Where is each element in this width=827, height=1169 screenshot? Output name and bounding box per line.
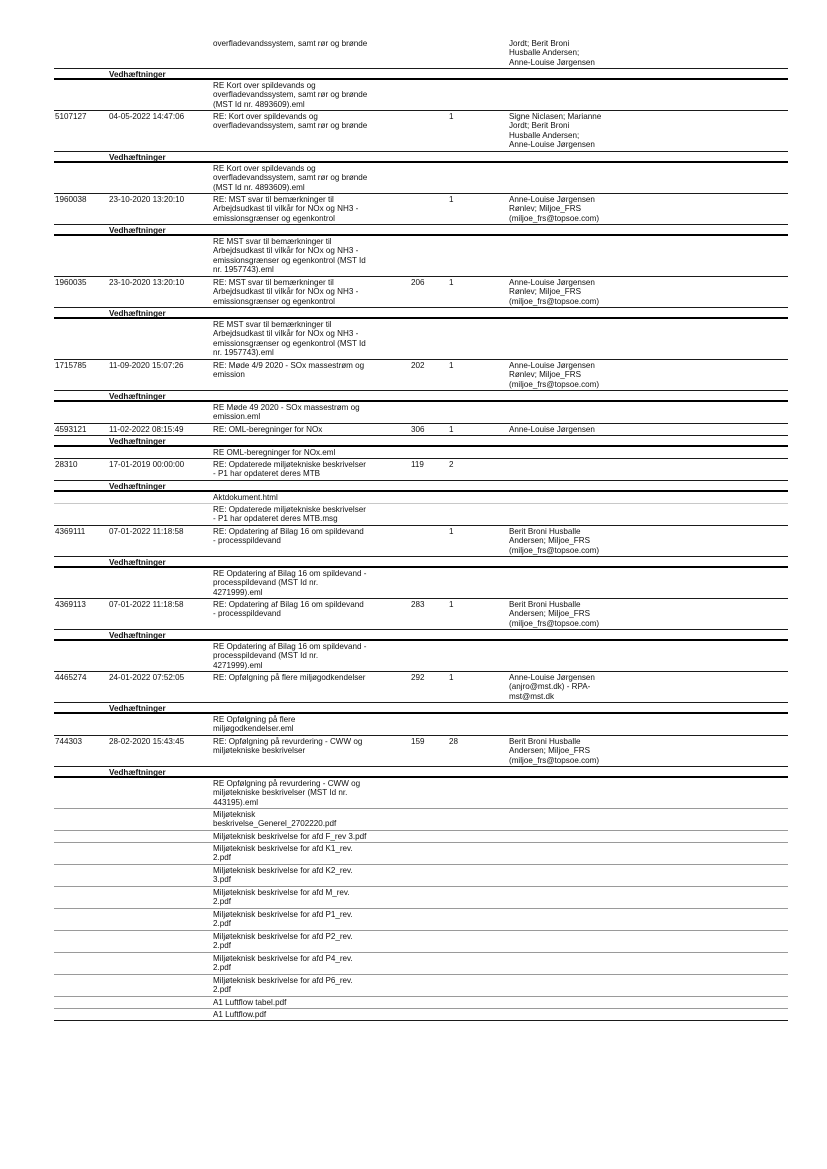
attachment-name: RE Opdatering af Bilag 16 om spildevand - processpildevand (MST Id nr. 4271999).eml — [213, 569, 367, 597]
record-pages: 206 — [411, 278, 425, 287]
attachment-row — [54, 887, 788, 909]
attachments-header — [54, 557, 788, 568]
record-row — [54, 424, 788, 436]
attachment-name: Miljøteknisk beskrivelse for afd P6_rev. 2.pdf — [213, 976, 353, 995]
record-recipients: Berit Broni Husballe Andersen; Miljoe_FRS (miljoe_frs@topsoe.com) — [509, 600, 600, 628]
attachments-header — [54, 152, 788, 163]
record-row — [54, 672, 788, 703]
record-count: 1 — [449, 425, 454, 434]
attachment-row — [54, 163, 788, 194]
record-count: 1 — [449, 195, 454, 204]
record-count: 28 — [449, 737, 459, 746]
attachment-name: RE Kort over spildevands og overfladevandssystem, samt rør og brønde (MST Id nr. 4893609).eml — [213, 164, 368, 192]
attachment-row — [54, 80, 788, 111]
record-date: 23-10-2020 13:20:10 — [109, 195, 185, 204]
attachments-header — [54, 703, 788, 714]
attachment-name: RE Kort over spildevands og overfladevandssystem, samt rør og brønde (MST Id nr. 4893609).eml — [213, 81, 368, 109]
record-count: 1 — [449, 600, 454, 609]
attachment-row — [54, 865, 788, 887]
record-date: 11-02-2022 08:15:49 — [109, 425, 184, 434]
record-row — [54, 736, 788, 767]
attachment-name: Aktdokument.html — [213, 493, 278, 502]
record-row — [54, 599, 788, 630]
record-subject: RE: MST svar til bemærkninger til Arbejdsudkast til vilkår for NOx og NH3 - emissionsgrænser og egenkontrol — [213, 278, 359, 306]
attachments-label: Vedhæftninger — [109, 226, 166, 235]
attachment-row — [54, 568, 788, 599]
attachment-row — [54, 831, 788, 843]
attachment-name: Miljøteknisk beskrivelse for afd M_rev. 2.pdf — [213, 888, 350, 907]
attachment-row — [54, 931, 788, 953]
attachment-name: Miljøteknisk beskrivelse for afd K2_rev. 3.pdf — [213, 866, 353, 885]
record-id: 4369113 — [55, 600, 86, 609]
attachments-header — [54, 630, 788, 641]
record-pages: 202 — [411, 361, 425, 370]
record-id: 5107127 — [55, 112, 87, 121]
record-row — [54, 459, 788, 481]
attachments-label: Vedhæftninger — [109, 437, 166, 446]
record-row — [54, 194, 788, 225]
attachment-name: Miljøteknisk beskrivelse for afd K1_rev. 2.pdf — [213, 844, 353, 863]
record-recipients: Anne-Louise Jørgensen Rønlev; Miljoe_FRS (miljoe_frs@topsoe.com) — [509, 195, 600, 223]
record-count: 1 — [449, 112, 454, 121]
record-id: 4593121 — [55, 425, 87, 434]
record-id: 1960035 — [55, 278, 87, 287]
attachments-header — [54, 225, 788, 236]
attachment-row — [54, 714, 788, 736]
record-pages: 119 — [411, 460, 424, 469]
record-id: 1960038 — [55, 195, 87, 204]
attachment-row — [54, 492, 788, 504]
record-id: 4369111 — [55, 527, 86, 536]
attachment-name: Miljøteknisk beskrivelse for afd P2_rev. 2.pdf — [213, 932, 353, 951]
record-count: 1 — [449, 361, 454, 370]
record-subject: RE: MST svar til bemærkninger til Arbejdsudkast til vilkår for NOx og NH3 - emissionsgrænser og egenkontrol — [213, 195, 359, 223]
attachments-header — [54, 767, 788, 778]
attachments-label: Vedhæftninger — [109, 558, 166, 567]
attachment-row — [54, 447, 788, 459]
attachment-row — [54, 319, 788, 360]
record-row — [54, 277, 788, 308]
record-row — [54, 38, 788, 69]
attachment-row — [54, 809, 788, 831]
record-count: 1 — [449, 673, 454, 682]
attachment-name: RE MST svar til bemærkninger til Arbejdsudkast til vilkår for NOx og NH3 - emissionsgrænser og egenkontrol (MST Id nr. 1957743).eml — [213, 237, 366, 275]
attachments-header — [54, 436, 788, 447]
record-date: 23-10-2020 13:20:10 — [109, 278, 185, 287]
attachments-label: Vedhæftninger — [109, 309, 166, 318]
attachments-label: Vedhæftninger — [109, 704, 166, 713]
attachment-name: RE: Opdaterede miljøtekniske beskrivelser - P1 har opdateret deres MTB.msg — [213, 505, 366, 524]
record-pages: 306 — [411, 425, 425, 434]
attachment-row — [54, 843, 788, 865]
record-subject: RE: Møde 4/9 2020 - SOx massestrøm og emission — [213, 361, 365, 380]
record-subject: RE: Kort over spildevands og overfladevandssystem, samt rør og brønde — [213, 112, 368, 131]
attachments-label: Vedhæftninger — [109, 392, 166, 401]
record-row — [54, 111, 788, 152]
attachment-row — [54, 953, 788, 975]
document-table — [54, 38, 788, 1021]
record-id: 28310 — [55, 460, 78, 469]
attachment-name: RE Opdatering af Bilag 16 om spildevand - processpildevand (MST Id nr. 4271999).eml — [213, 642, 367, 670]
record-row — [54, 360, 788, 391]
attachments-label: Vedhæftninger — [109, 482, 166, 491]
record-subject: RE: Opdatering af Bilag 16 om spildevand - processpildevand — [213, 527, 364, 546]
attachment-name: RE Opfølgning på flere miljøgodkendelser.eml — [213, 715, 296, 734]
attachments-label: Vedhæftninger — [109, 70, 166, 79]
attachments-label: Vedhæftninger — [109, 768, 166, 777]
record-date: 11-09-2020 15:07:26 — [109, 361, 184, 370]
attachment-name: A1 Luftflow tabel.pdf — [213, 998, 287, 1007]
attachment-row — [54, 236, 788, 277]
attachment-name: RE Møde 49 2020 - SOx massestrøm og emission.eml — [213, 403, 360, 422]
attachment-row — [54, 778, 788, 809]
attachment-row — [54, 641, 788, 672]
record-date: 17-01-2019 00:00:00 — [109, 460, 185, 469]
record-count: 1 — [449, 527, 454, 536]
attachment-row — [54, 504, 788, 526]
record-recipients: Berit Broni Husballe Andersen; Miljoe_FRS (miljoe_frs@topsoe.com) — [509, 737, 600, 765]
attachment-row — [54, 1009, 788, 1021]
attachments-header — [54, 481, 788, 492]
record-date: 24-01-2022 07:52:05 — [109, 673, 185, 682]
attachment-name: Miljøteknisk beskrivelse_Generel_2702220.pdf — [213, 810, 337, 829]
record-pages: 283 — [411, 600, 425, 609]
attachments-label: Vedhæftninger — [109, 153, 166, 162]
record-pages: 292 — [411, 673, 425, 682]
attachments-header — [54, 308, 788, 319]
record-recipients: Anne-Louise Jørgensen Rønlev; Miljoe_FRS (miljoe_frs@topsoe.com) — [509, 361, 600, 389]
attachment-row — [54, 997, 788, 1009]
record-date: 28-02-2020 15:43:45 — [109, 737, 185, 746]
record-id: 4465274 — [55, 673, 87, 682]
attachment-name: Miljøteknisk beskrivelse for afd P4_rev. 2.pdf — [213, 954, 353, 973]
attachment-name: A1 Luftflow.pdf — [213, 1010, 267, 1019]
record-id: 1715785 — [55, 361, 87, 370]
attachment-name: Miljøteknisk beskrivelse for afd P1_rev. 2.pdf — [213, 910, 353, 929]
attachment-name: RE OML-beregninger for NOx.eml — [213, 448, 336, 457]
attachments-header — [54, 69, 788, 80]
record-recipients: Jordt; Berit Broni Husballe Andersen; Anne-Louise Jørgensen — [509, 39, 595, 67]
record-recipients: Anne-Louise Jørgensen (anjro@mst.dk) - RPA- mst@mst.dk — [509, 673, 595, 701]
record-count: 2 — [449, 460, 454, 469]
record-date: 07-01-2022 11:18:58 — [109, 600, 184, 609]
attachments-label: Vedhæftninger — [109, 631, 166, 640]
record-pages: 159 — [411, 737, 425, 746]
record-subject: overfladevandssystem, samt rør og brønde — [213, 39, 368, 48]
attachment-row — [54, 402, 788, 424]
record-count: 1 — [449, 278, 454, 287]
record-subject: RE: Opfølgning på flere miljøgodkendelser — [213, 673, 366, 682]
attachment-row — [54, 975, 788, 997]
record-subject: RE: Opfølgning på revurdering - CWW og miljøtekniske beskrivelser — [213, 737, 363, 756]
record-date: 04-05-2022 14:47:06 — [109, 112, 185, 121]
attachment-name: RE MST svar til bemærkninger til Arbejdsudkast til vilkår for NOx og NH3 - emissionsgrænser og egenkontrol (MST Id nr. 1957743).eml — [213, 320, 366, 358]
record-id: 744303 — [55, 737, 83, 746]
record-date: 07-01-2022 11:18:58 — [109, 527, 184, 536]
record-row — [54, 526, 788, 557]
record-subject: RE: Opdaterede miljøtekniske beskrivelser - P1 har opdateret deres MTB — [213, 460, 366, 479]
record-recipients: Signe Niclasen; Marianne Jordt; Berit Broni Husballe Andersen; Anne-Louise Jørgensen — [509, 112, 602, 150]
record-recipients: Anne-Louise Jørgensen Rønlev; Miljoe_FRS (miljoe_frs@topsoe.com) — [509, 278, 600, 306]
attachment-name: Miljøteknisk beskrivelse for afd F_rev 3.pdf — [213, 832, 367, 841]
attachment-name: RE Opfølgning på revurdering - CWW og miljøtekniske beskrivelser (MST Id nr. 443195).eml — [213, 779, 361, 807]
record-recipients: Anne-Louise Jørgensen — [509, 425, 595, 434]
record-subject: RE: Opdatering af Bilag 16 om spildevand - processpildevand — [213, 600, 364, 619]
record-recipients: Berit Broni Husballe Andersen; Miljoe_FRS (miljoe_frs@topsoe.com) — [509, 527, 600, 555]
row-divider — [54, 1020, 788, 1021]
attachments-header — [54, 391, 788, 402]
record-subject: RE: OML-beregninger for NOx — [213, 425, 323, 434]
attachment-row — [54, 909, 788, 931]
